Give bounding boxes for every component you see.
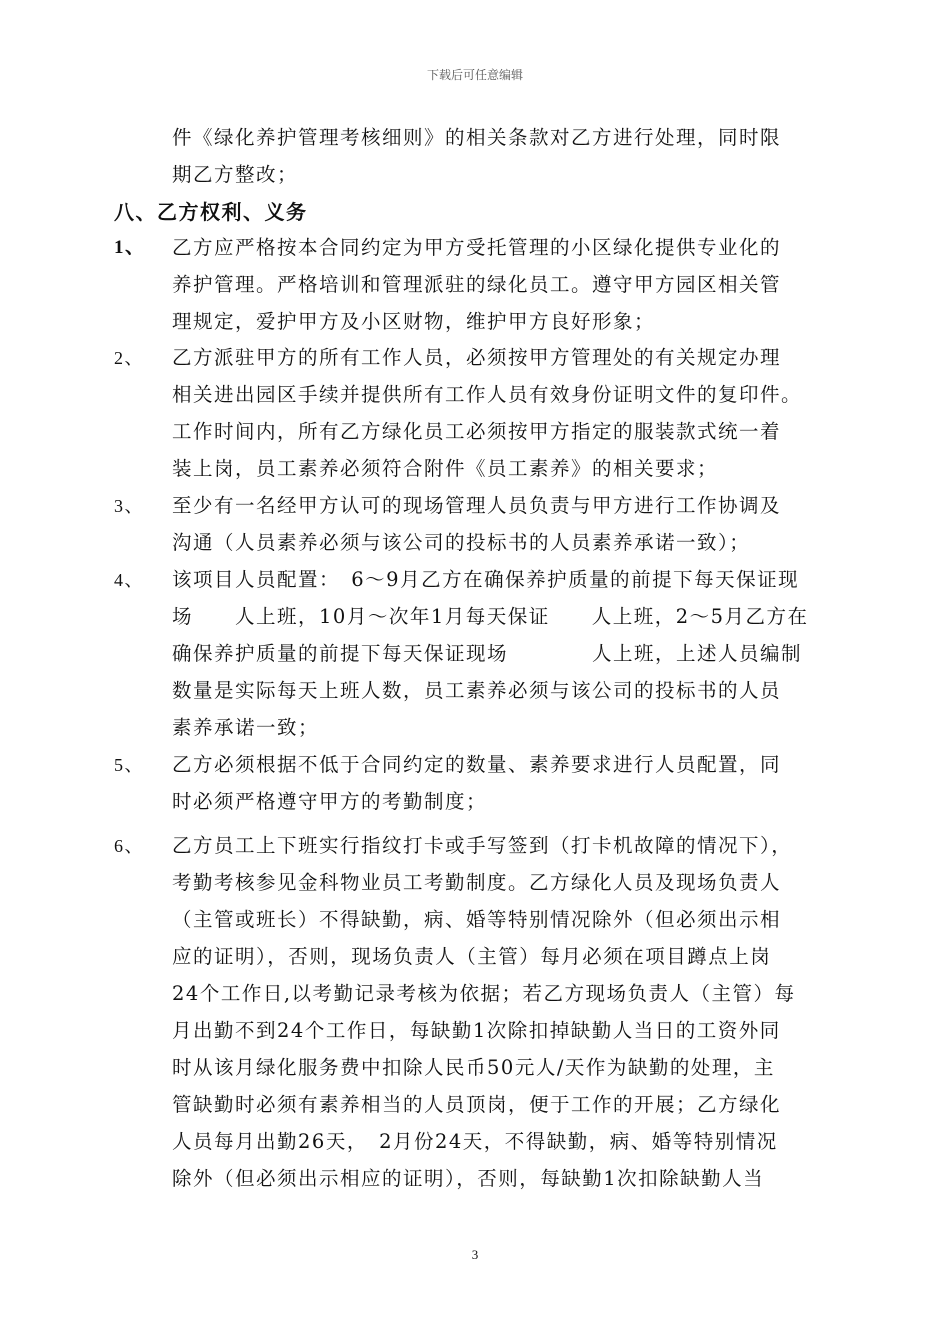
item-line: 管缺勤时必须有素养相当的人员顶岗，便于工作的开展；乙方绿化 [172, 1093, 782, 1116]
item-line: 乙方应严格按本合同约定为甲方受托管理的小区绿化提供专业化的 [172, 236, 782, 259]
item-number: 3、 [114, 496, 144, 516]
page-header: 下载后可任意编辑 [426, 68, 523, 82]
item-line: 月出勤不到24个工作日，每缺勤1次除扣掉缺勤人当日的工资外同 [172, 1019, 781, 1042]
item-line: 相关进出园区手续并提供所有工作人员有效身份证明文件的复印件。 [172, 383, 803, 406]
item-number: 5、 [114, 755, 144, 775]
page-number: 3 [471, 1247, 479, 1262]
item-line: 素养承诺一致； [172, 716, 320, 739]
item-line: 数量是实际每天上班人数，员工素养必须与该公司的投标书的人员 [172, 679, 782, 702]
item-line: 至少有一名经甲方认可的现场管理人员负责与甲方进行工作协调及 [172, 494, 782, 517]
item-line: 乙方派驻甲方的所有工作人员，必须按甲方管理处的有关规定办理 [172, 346, 782, 369]
item-line: 该项目人员配置： 6～9月乙方在确保养护质量的前提下每天保证现 [172, 568, 800, 591]
intro-line: 件《绿化养护管理考核细则》的相关条款对乙方进行处理，同时限 [172, 126, 782, 149]
item-line: 理规定，爱护甲方及小区财物，维护甲方良好形象； [172, 310, 656, 333]
item-number: 6、 [114, 836, 144, 856]
item-line: 除外（但必须出示相应的证明），否则，每缺勤1次扣除缺勤人当 [172, 1167, 765, 1190]
item-number: 4、 [114, 570, 144, 590]
intro-line: 期乙方整改； [172, 163, 299, 186]
section-heading: 八、乙方权利、义务 [114, 200, 308, 224]
item-line: 人员每月出勤26天， 2月份24天，不得缺勤，病、婚等特别情况 [172, 1130, 778, 1153]
item-line: 确保养护质量的前提下每天保证现场 人上班，上述人员编制 [172, 642, 803, 665]
item-line: 时必须严格遵守甲方的考勤制度； [172, 790, 488, 813]
item-line: 时从该月绿化服务费中扣除人民币50元人/天作为缺勤的处理，主 [172, 1056, 775, 1079]
item-line: 乙方员工上下班实行指纹打卡或手写签到（打卡机故障的情况下）， [172, 834, 793, 857]
item-line: 沟通（人员素养必须与该公司的投标书的人员素养承诺一致）； [172, 531, 751, 554]
item-line: 乙方必须根据不低于合同约定的数量、素养要求进行人员配置，同 [172, 753, 782, 776]
item-number: 2、 [114, 348, 144, 368]
item-line: 装上岗，员工素养必须符合附件《员工素养》的相关要求； [172, 457, 719, 480]
item-line: 工作时间内，所有乙方绿化员工必须按甲方指定的服装款式统一着 [172, 420, 782, 443]
item-line: 考勤考核参见金科物业员工考勤制度。乙方绿化人员及现场负责人 [172, 871, 782, 894]
item-line: 24个工作日,以考勤记录考核为依据；若乙方现场负责人（主管）每 [172, 982, 796, 1005]
item-line: （主管或班长）不得缺勤，病、婚等特别情况除外（但必须出示相 [172, 908, 782, 931]
item-line: 场 人上班，10月～次年1月每天保证 人上班，2～5月乙方在 [172, 605, 809, 628]
item-number: 1、 [114, 237, 146, 258]
item-line: 养护管理。严格培训和管理派驻的绿化员工。遵守甲方园区相关管 [172, 273, 782, 296]
item-line: 应的证明），否则，现场负责人（主管）每月必须在项目蹲点上岗 [172, 945, 772, 968]
